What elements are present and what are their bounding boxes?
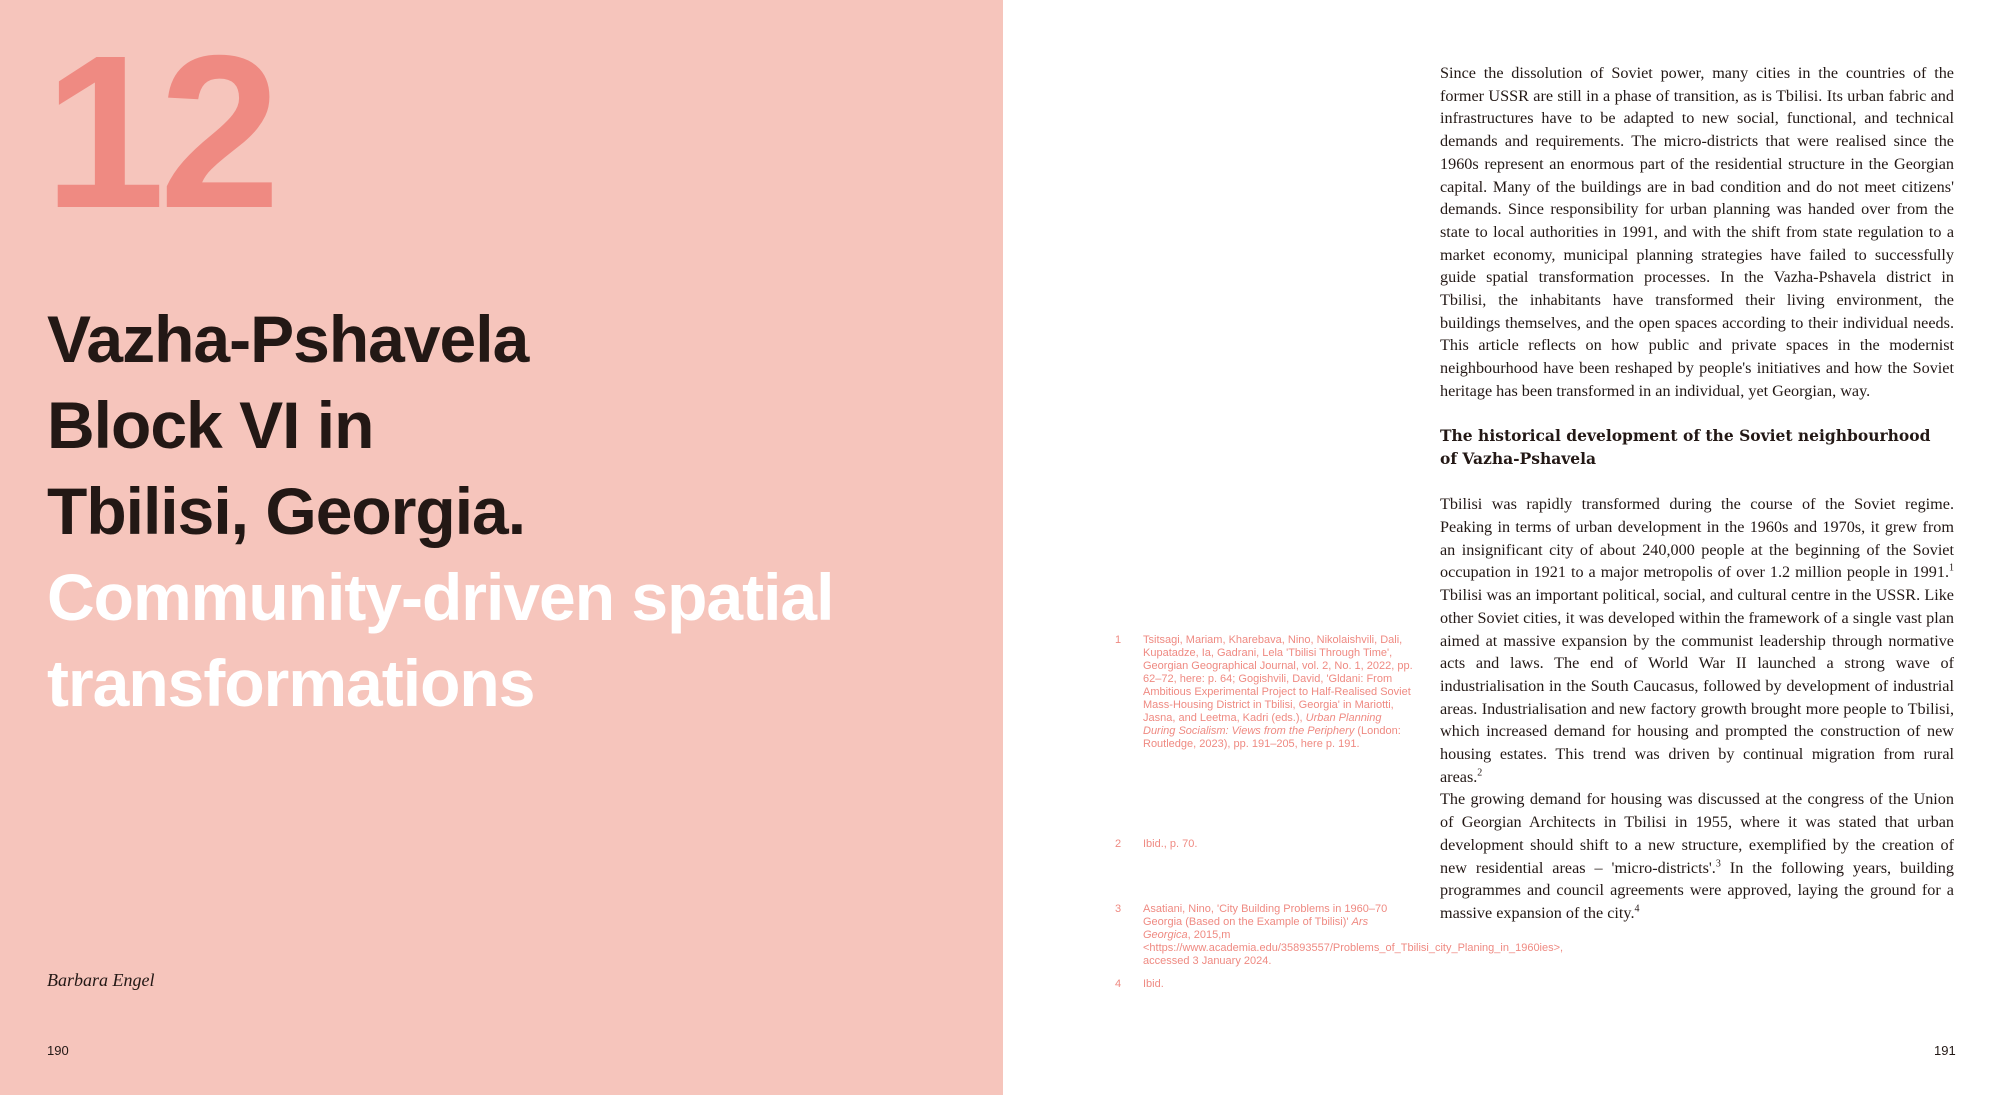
- footnote-number: 1: [1115, 634, 1122, 646]
- footnote-1: [1115, 634, 1415, 751]
- footnote-3: [1115, 903, 1564, 968]
- title-line: Vazha-Pshavela: [47, 302, 529, 376]
- footnote-ref: 4: [1634, 903, 1640, 915]
- footnote-ref: 2: [1477, 767, 1483, 779]
- footnote-number: 3: [1115, 903, 1122, 915]
- intro-paragraph: Since the dissolution of Soviet power, many cities in the countries of the former USSR are still in a phase of transition, as is Tbilisi. Its urban fabric and infrastructures have to be adapted to new social, functional, and technical demands and requirements. The micro-districts that were realised since the 1960s represent an enormous part of the residential structure in the Georgian capital. Many of the buildings are in bad condition and do not meet citizens' demands. Since responsibility for urban planning was handed over from the state to local authorities in 1991, and with the shift from state regulation to a market economy, municipal planning strategies have failed to successfully guide spatial transformation processes. In the Vazha-Pshavela district in Tbilisi, the inhabitants have transformed their living environment, the buildings themselves, and the open spaces according to their individual needs. This article reflects on how public and private spaces in the modernist neighbourhood have been reshaped by people's initiatives and how the Soviet heritage has been transformed in an individual, yet Georgian, way.: [1440, 64, 1954, 400]
- body-text: [1440, 62, 1954, 925]
- page-number-right: 191: [1934, 1043, 1956, 1058]
- body-paragraph: The growing demand for housing was discussed at the congress of the Union of Georgian Architects in Tbilisi in 1955, where it was stated that urban development should shift to a new structure, exemplified by the creation of new residential areas – 'micro-districts'.$^3$ In the following years, building programmes and council agreements were approved, laying the ground for a massive expansion of the city.$^4$: [1440, 790, 1954, 922]
- footnote-2: [1115, 838, 1415, 851]
- body-paragraph: Tbilisi was rapidly transformed during the course of the Soviet regime. Peaking in terms of urban development in the 1960s and 1970s, it grew from an insignificant city of about 240,000 people at the beginning of the Soviet occupation in 1921 to a major metropolis of over 1.2 million people in 1991.$^1$ Tbilisi was an important political, social, and cultural centre in the USSR. Like other Soviet cities, it was developed within the framework of a single vast plan aimed at massive expansion by the communist leadership through normative acts and laws. The end of World War II launched a strong wave of industrialisation in the South Caucasus, followed by development of industrial areas. Industrialisation and new factory growth brought more people to Tbilisi, which increased demand for housing and prompted the construction of new housing estates. This trend was driven by continual migration from rural areas.$^2$: [1440, 495, 1954, 786]
- footnote-text: Asatiani, Nino, 'City Building Problems in 1960–70 Georgia (Based on the Example of Tbilisi)' Ars Georgica, 2015,m <https://www.academia.edu/35893557/Problems_of_Tbilisi_city_Planing_in_1960ies>, accessed 3 January 2024.: [1143, 903, 1564, 967]
- footnote-ref: 3: [1715, 858, 1721, 870]
- title-line: Tbilisi, Georgia.: [47, 474, 526, 548]
- subtitle-line: transformations: [47, 646, 535, 720]
- author-name: Barbara Engel: [47, 970, 155, 990]
- footnote-text: Tsitsagi, Mariam, Kharebava, Nino, Nikolaishvili, Dali, Kupatadze, Ia, Gadrani, Lela 'Tbilisi Through Time', Georgian Geographical Journal, vol. 2, No. 1, 2022, pp. 62–72, here: p. 64; Gogishvili, David, 'Gldani: From Ambitious Experimental Project to Half-Realised Soviet Mass-Housing District in Tbilisi, Georgia' in Mariotti, Jasna, and Leetma, Kadri (eds.), Urban Planning During Socialism: Views from the Periphery (London: Routledge, 2023), pp. 191–205, here p. 191.: [1143, 634, 1413, 750]
- footnote-number: 2: [1115, 838, 1122, 850]
- footnote-text: Ibid.: [1143, 978, 1164, 990]
- footnote-4: [1115, 978, 1415, 991]
- page-number-left: 190: [47, 1043, 69, 1058]
- footnote-text: Ibid., p. 70.: [1143, 838, 1198, 850]
- chapter-title: [47, 296, 987, 726]
- section-heading: The historical development of the Soviet neighbourhood of Vazha-Pshavela: [1440, 426, 1931, 468]
- chapter-number: 12: [44, 11, 275, 254]
- title-line: Block VI in: [47, 388, 374, 462]
- footnote-ref: 1: [1949, 563, 1954, 575]
- footnote-number: 4: [1115, 978, 1122, 990]
- subtitle-line: Community-driven spatial: [47, 560, 834, 634]
